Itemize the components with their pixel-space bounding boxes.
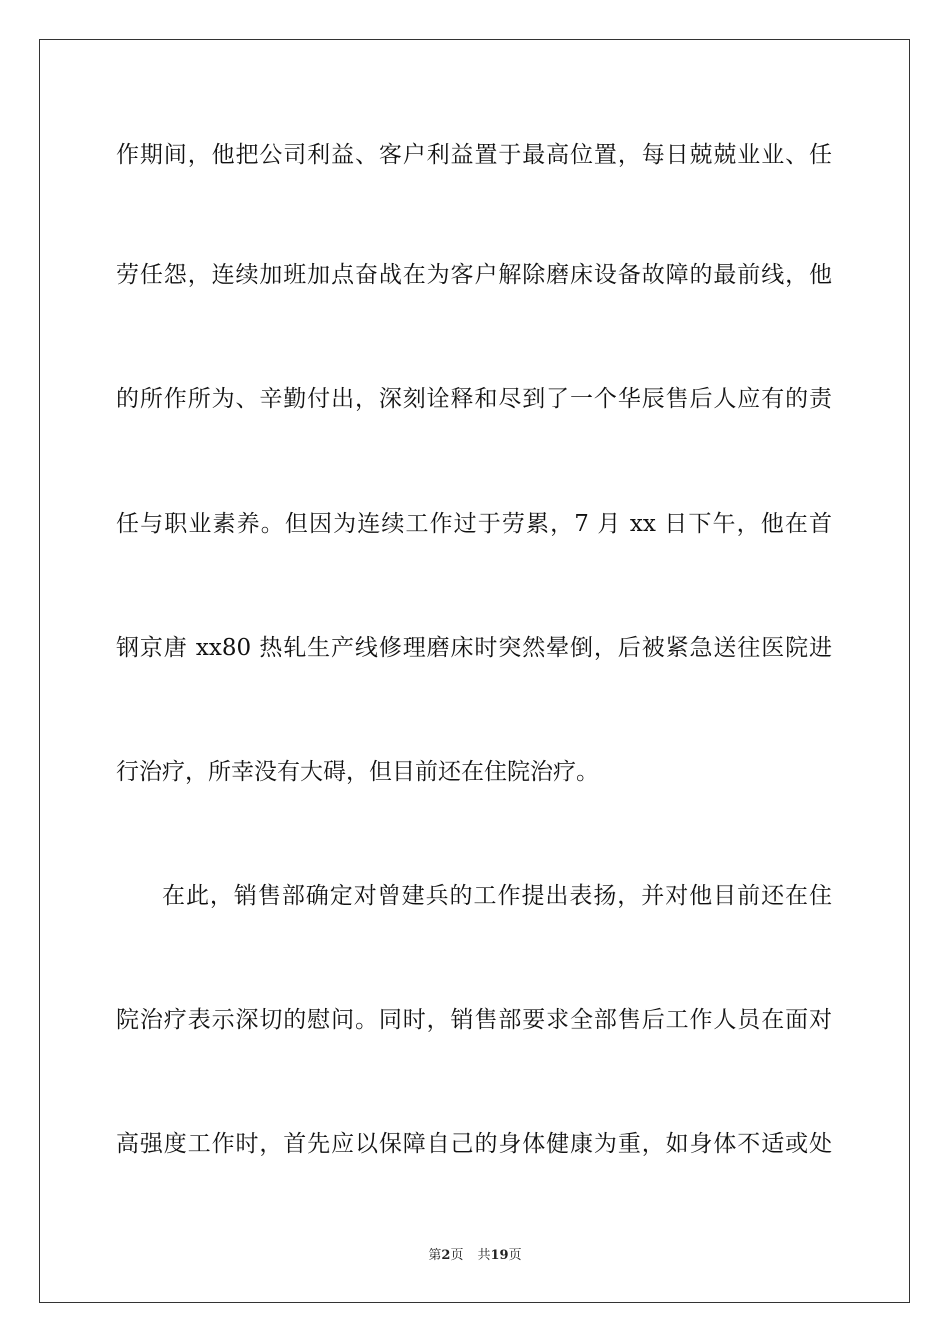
text-line-4: 任与职业素养。但因为连续工作过于劳累，7 月 xx 日下午，他在首	[116, 511, 832, 537]
text-line-8: 院治疗表示深切的慰问。同时，销售部要求全部售后工作人员在面对	[116, 1007, 832, 1033]
text-line-2: 劳任怨，连续加班加点奋战在为客户解除磨床设备故障的最前线，他	[116, 262, 832, 288]
footer-page-current: 2	[441, 1248, 451, 1263]
text-line-9: 高强度工作时，首先应以保障自己的身体健康为重，如身体不适或处	[116, 1131, 832, 1157]
text-line-7: 在此，销售部确定对曾建兵的工作提出表扬，并对他目前还在住	[162, 883, 832, 909]
text-line-1: 作期间，他把公司利益、客户利益置于最高位置，每日兢兢业业、任	[116, 142, 832, 168]
footer-page-prefix: 第	[428, 1248, 442, 1263]
page-footer	[0, 1247, 950, 1265]
text-line-3: 的所作所为、辛勤付出，深刻诠释和尽到了一个华辰售后人应有的责	[116, 386, 832, 412]
page-border	[39, 39, 910, 1303]
footer-page-unit: 页	[450, 1248, 464, 1263]
footer-page-total: 19	[490, 1248, 509, 1263]
text-line-5: 钢京唐 xx80 热轧生产线修理磨床时突然晕倒，后被紧急送往医院进	[116, 635, 832, 661]
footer-total-prefix: 共	[477, 1248, 491, 1263]
footer-total-unit: 页	[508, 1248, 522, 1263]
text-line-6: 行治疗，所幸没有大碍，但目前还在住院治疗。	[116, 759, 599, 785]
